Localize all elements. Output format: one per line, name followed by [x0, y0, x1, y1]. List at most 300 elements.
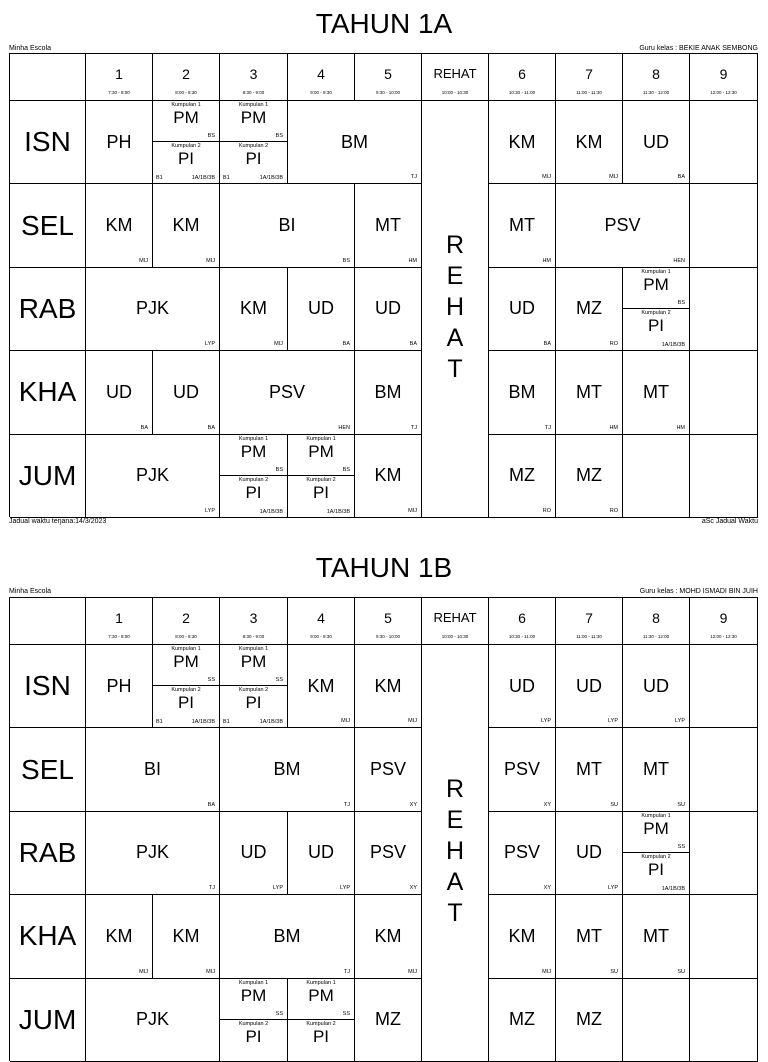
subject-code: PI	[312, 1026, 330, 1046]
teacher-code: SS	[342, 1010, 350, 1017]
teacher-code: MIJ	[542, 174, 551, 181]
day-name: RAB	[18, 836, 77, 868]
teacher-code: MIJ	[408, 718, 417, 725]
teacher-code: TJ	[208, 885, 215, 892]
teacher-code: MIJ	[206, 968, 215, 975]
period-header	[220, 54, 288, 101]
period-time: 12:00 - 12:30	[710, 90, 737, 95]
corner-cell	[10, 598, 86, 645]
period-header	[623, 598, 690, 645]
lesson-cell[interactable]	[623, 812, 690, 895]
lesson-cell[interactable]	[489, 101, 556, 184]
period-number: 8	[652, 610, 660, 626]
teacher-code: MIJ	[274, 341, 283, 348]
break-vertical-text	[422, 774, 488, 929]
teacher-code: MIJ	[206, 257, 215, 264]
period-number: 9	[719, 66, 728, 82]
lesson-cell[interactable]	[690, 435, 758, 518]
day-name: SEL	[21, 753, 74, 785]
subject-code: PM	[173, 652, 199, 671]
subject-code: UD	[308, 842, 334, 863]
lesson-cell[interactable]	[556, 435, 623, 518]
day-name: ISN	[24, 670, 71, 702]
subject-code: KM	[374, 675, 402, 696]
lesson-cell[interactable]	[355, 351, 422, 434]
lesson-cell[interactable]	[556, 184, 690, 267]
group-label: Kumpulan 2	[306, 476, 336, 483]
lesson-cell[interactable]	[288, 979, 355, 1062]
teacher-code: SU	[610, 801, 618, 808]
lesson-cell[interactable]	[355, 895, 422, 978]
subject-code: KM	[307, 675, 335, 696]
subject-code	[623, 979, 689, 1061]
period-time: 10:30 - 11:00	[508, 90, 536, 95]
subject-code	[690, 979, 757, 1061]
group-lesson-bottom[interactable]	[220, 686, 287, 727]
lesson-cell[interactable]	[153, 351, 220, 434]
day-cell	[10, 728, 86, 811]
period-time: 10:30 - 11:00	[508, 634, 536, 639]
subject-code: PJK	[135, 298, 169, 319]
lesson-cell[interactable]	[690, 351, 758, 434]
subject-code: KM	[508, 925, 536, 946]
subject-code: PM	[308, 441, 334, 461]
subject-code: UD	[375, 298, 401, 319]
day-cell	[10, 268, 86, 351]
group-lesson-top[interactable]	[220, 979, 287, 1020]
lesson-cell[interactable]	[556, 645, 623, 728]
teacher-code: LYP	[608, 718, 618, 725]
lesson-cell[interactable]	[489, 435, 556, 518]
lesson-cell[interactable]	[690, 101, 758, 184]
group-lesson-bottom[interactable]	[220, 1020, 287, 1061]
lesson-cell[interactable]	[690, 979, 758, 1062]
group-lesson-top[interactable]	[623, 268, 689, 309]
teacher-code: BA	[677, 174, 685, 181]
period-number: 2	[182, 610, 190, 626]
group-label: Kumpulan 1	[238, 102, 269, 108]
group-label: Kumpulan 1	[641, 812, 671, 819]
period-time: 7:30 - 8:00	[108, 634, 130, 639]
subject-code: PI	[245, 693, 262, 713]
teacher-code: 1A/1B/3B	[259, 508, 283, 515]
group-lesson-bottom[interactable]	[153, 142, 219, 183]
day-name: KHA	[18, 920, 77, 952]
lesson-cell[interactable]	[489, 895, 556, 978]
teacher-code: BA	[207, 801, 215, 808]
break-letter: H	[445, 293, 465, 322]
lesson-cell[interactable]	[355, 812, 422, 895]
lesson-cell[interactable]	[153, 645, 220, 728]
lesson-cell[interactable]	[220, 435, 288, 518]
lesson-cell[interactable]	[86, 351, 153, 434]
break-letter: A	[446, 868, 464, 897]
teacher-code: XY	[543, 801, 551, 808]
subject-code: PM	[173, 108, 199, 127]
lesson-cell[interactable]	[489, 268, 556, 351]
period-number: 3	[249, 610, 258, 626]
lesson-cell[interactable]	[153, 184, 220, 267]
lesson-cell[interactable]	[86, 728, 220, 811]
subject-code: PI	[245, 482, 262, 502]
teacher-code: LYP	[205, 341, 215, 348]
teacher-code: 1A/1B/3B	[326, 508, 350, 515]
lesson-cell[interactable]	[86, 812, 220, 895]
lesson-cell[interactable]	[220, 351, 355, 434]
day-name: JUM	[18, 459, 77, 491]
period-header	[489, 54, 556, 101]
lesson-cell[interactable]	[489, 645, 556, 728]
subject-code: PM	[240, 108, 267, 127]
teacher-code: LYP	[340, 885, 350, 892]
teacher-code: SS	[207, 677, 215, 684]
break-letter: E	[446, 806, 464, 835]
teacher-code: HM	[408, 257, 417, 264]
group-lesson-bottom[interactable]	[623, 309, 689, 350]
group-label: Kumpulan 2	[238, 143, 269, 150]
group-lesson-bottom[interactable]	[220, 476, 287, 517]
subject-code	[690, 351, 757, 433]
lesson-cell[interactable]	[288, 268, 355, 351]
lesson-cell[interactable]	[690, 645, 758, 728]
timetable-grid	[9, 53, 758, 517]
group-lesson-top[interactable]	[153, 645, 219, 686]
lesson-cell[interactable]	[623, 351, 690, 434]
period-header	[355, 54, 422, 101]
lesson-cell[interactable]	[623, 728, 690, 811]
teacher-code: SS	[677, 843, 685, 850]
room-code: B1	[156, 175, 163, 182]
lesson-cell[interactable]	[489, 351, 556, 434]
teacher-code: LYP	[541, 718, 551, 725]
subject-code: PM	[308, 985, 334, 1005]
subject-code: KM	[105, 215, 133, 236]
subject-code	[690, 895, 757, 977]
subject-code: KM	[172, 925, 200, 946]
subject-code: UD	[240, 842, 267, 863]
teacher-code: MIJ	[341, 718, 350, 725]
period-header	[153, 54, 220, 101]
period-time: 7:30 - 8:00	[108, 90, 130, 95]
teacher-code: BS	[342, 257, 350, 264]
period-time: 9:30 - 10:00	[375, 90, 401, 95]
lesson-cell[interactable]	[690, 812, 758, 895]
group-label: Kumpulan 2	[238, 1020, 269, 1027]
subject-code: KM	[575, 131, 603, 152]
period-time: 9:00 - 9:30	[310, 90, 332, 95]
lesson-cell[interactable]	[623, 645, 690, 728]
subject-code: BM	[341, 131, 368, 152]
teacher-code: BA	[409, 341, 417, 348]
lesson-cell[interactable]	[220, 812, 288, 895]
subject-code: PH	[106, 675, 132, 696]
teacher-code: LYP	[205, 507, 215, 514]
lesson-cell[interactable]	[556, 268, 623, 351]
period-header	[623, 54, 690, 101]
lesson-cell[interactable]	[355, 645, 422, 728]
day-name: SEL	[21, 209, 74, 241]
teacher-code: TJ	[544, 424, 551, 431]
lesson-cell[interactable]	[489, 184, 556, 267]
group-lesson-bottom[interactable]	[220, 142, 287, 183]
period-time: 11:00 - 11:30	[576, 90, 602, 95]
lesson-cell[interactable]	[220, 184, 355, 267]
subject-code: PSV	[268, 381, 306, 402]
subject-code: PSV	[503, 759, 541, 780]
lesson-cell[interactable]	[355, 728, 422, 811]
group-lesson-top[interactable]	[288, 979, 354, 1020]
period-time: 11:30 - 12:00	[642, 90, 670, 95]
group-label: Kumpulan 1	[238, 979, 269, 986]
break-time: 10:00 - 10:30	[441, 634, 469, 639]
lesson-cell[interactable]	[489, 812, 556, 895]
lesson-cell[interactable]	[86, 645, 153, 728]
group-lesson-bottom[interactable]	[288, 1020, 354, 1061]
period-number: 5	[384, 66, 392, 82]
generated-date: Jadual waktu terjana:14/3/2023	[9, 518, 107, 525]
group-label: Kumpulan 1	[306, 979, 336, 986]
teacher-code: BA	[543, 341, 551, 348]
subject-code: MT	[643, 759, 669, 780]
period-time: 11:00 - 11:30	[576, 634, 602, 639]
teacher-code: SU	[677, 801, 685, 808]
group-label: Kumpulan 1	[238, 435, 269, 442]
teacher-code: LYP	[675, 718, 685, 725]
group-lesson-top[interactable]	[623, 812, 689, 853]
break-letter: T	[447, 899, 463, 928]
teacher-code: BA	[342, 341, 350, 348]
teacher-code: RO	[542, 507, 551, 514]
lesson-cell[interactable]	[690, 184, 758, 267]
teacher-code: 1A/1B/3B	[661, 342, 685, 349]
lesson-cell[interactable]	[220, 728, 355, 811]
teacher-code: LYP	[273, 885, 283, 892]
lesson-cell[interactable]	[86, 101, 153, 184]
subject-code	[690, 645, 757, 727]
lesson-cell[interactable]	[623, 101, 690, 184]
period-header	[288, 54, 355, 101]
teacher-code: BS	[275, 133, 283, 140]
lesson-cell[interactable]	[220, 979, 288, 1062]
period-number: 4	[317, 66, 325, 82]
lesson-cell[interactable]	[288, 435, 355, 518]
subject-code	[690, 184, 757, 266]
lesson-cell[interactable]	[556, 728, 623, 811]
lesson-cell[interactable]	[220, 101, 288, 184]
lesson-cell[interactable]	[623, 268, 690, 351]
group-label: Kumpulan 2	[238, 687, 269, 694]
lesson-cell[interactable]	[690, 895, 758, 978]
subject-code: BI	[143, 759, 161, 780]
period-time: 12:00 - 12:30	[710, 634, 737, 639]
lesson-cell[interactable]	[489, 979, 556, 1062]
teacher-code: MIJ	[139, 257, 148, 264]
period-number: 5	[384, 610, 392, 626]
break-letter: A	[446, 324, 464, 353]
group-lesson-bottom[interactable]	[623, 853, 689, 894]
subject-code: UD	[576, 842, 602, 863]
lesson-cell[interactable]	[86, 979, 220, 1062]
subject-code: BM	[508, 381, 536, 402]
group-label: Kumpulan 2	[171, 687, 201, 694]
subject-code: PSV	[369, 759, 407, 780]
period-header	[86, 598, 153, 645]
group-label: Kumpulan 1	[641, 268, 671, 275]
lesson-cell[interactable]	[355, 268, 422, 351]
subject-code: BI	[278, 215, 296, 236]
group-lesson-top[interactable]	[220, 645, 287, 686]
room-code: B1	[223, 719, 230, 726]
lesson-cell[interactable]	[355, 979, 422, 1062]
subject-code: UD	[576, 675, 602, 696]
lesson-cell[interactable]	[355, 184, 422, 267]
subject-code	[690, 435, 757, 517]
period-header	[489, 598, 556, 645]
subject-code: MT	[576, 759, 602, 780]
period-header	[556, 598, 623, 645]
subject-code: KM	[172, 215, 200, 236]
break-header	[422, 54, 489, 101]
lesson-cell[interactable]	[623, 979, 690, 1062]
subject-code: MZ	[375, 1009, 401, 1030]
subject-code: PI	[647, 860, 665, 879]
lesson-cell[interactable]	[220, 268, 288, 351]
subject-code	[690, 268, 757, 350]
group-label: Kumpulan 1	[306, 435, 336, 442]
group-lesson-top[interactable]	[220, 435, 287, 476]
lesson-cell[interactable]	[556, 895, 623, 978]
subject-code: UD	[308, 298, 334, 319]
subject-code: MZ	[576, 298, 602, 319]
subject-code: PSV	[503, 842, 541, 863]
period-number: 6	[518, 610, 526, 626]
subject-code: BM	[374, 381, 402, 402]
room-code: B1	[223, 175, 230, 182]
day-cell	[10, 645, 86, 728]
lesson-cell[interactable]	[690, 268, 758, 351]
subject-code: UD	[509, 298, 535, 319]
subject-code: KM	[240, 298, 267, 319]
lesson-cell[interactable]	[288, 645, 355, 728]
teacher-code: BA	[140, 424, 148, 431]
period-header	[288, 598, 355, 645]
subject-code: UD	[106, 381, 132, 402]
break-letter: T	[447, 355, 463, 384]
lesson-cell[interactable]	[556, 979, 623, 1062]
group-label: Kumpulan 1	[238, 646, 269, 652]
lesson-cell[interactable]	[556, 812, 623, 895]
subject-code: BM	[273, 759, 301, 780]
teacher-code: RO	[609, 507, 618, 514]
teacher-code: LYP	[608, 885, 618, 892]
timetable-title: TAHUN 1B	[315, 552, 453, 583]
lesson-cell[interactable]	[86, 895, 153, 978]
teacher-code: BS	[275, 466, 283, 473]
group-lesson-top[interactable]	[288, 435, 354, 476]
subject-code: KM	[374, 925, 402, 946]
period-number: 8	[652, 66, 660, 82]
subject-code: UD	[509, 675, 535, 696]
subject-code: KM	[105, 925, 133, 946]
period-time: 9:30 - 10:00	[375, 634, 401, 639]
subject-code: KM	[374, 465, 402, 486]
group-label: Kumpulan 2	[171, 143, 201, 150]
subject-code: PJK	[135, 465, 169, 486]
group-lesson-top[interactable]	[153, 101, 219, 142]
subject-code: PM	[643, 818, 669, 838]
lesson-cell[interactable]	[86, 435, 220, 518]
subject-code: PH	[106, 131, 132, 152]
period-time: 8:30 - 9:00	[242, 90, 265, 95]
subject-code	[690, 101, 757, 183]
lesson-cell[interactable]	[355, 435, 422, 518]
teacher-code: BS	[677, 299, 685, 306]
lesson-cell[interactable]	[86, 268, 220, 351]
lesson-cell[interactable]	[690, 728, 758, 811]
day-cell	[10, 979, 86, 1062]
subject-code	[690, 728, 757, 810]
lesson-cell[interactable]	[288, 101, 422, 184]
teacher-code: MIJ	[609, 174, 618, 181]
break-column	[422, 645, 489, 1062]
day-cell	[10, 101, 86, 184]
teacher-code: XY	[409, 801, 417, 808]
subject-code: MT	[375, 215, 401, 236]
teacher-code: SU	[610, 968, 618, 975]
period-header	[86, 54, 153, 101]
lesson-cell[interactable]	[556, 101, 623, 184]
group-lesson-top[interactable]	[220, 101, 287, 142]
group-lesson-bottom[interactable]	[153, 686, 219, 727]
room-code: B1	[156, 719, 163, 726]
break-letter: R	[445, 231, 465, 260]
teacher-code: BA	[207, 424, 215, 431]
group-label: Kumpulan 2	[641, 310, 671, 316]
subject-code: PI	[177, 693, 195, 713]
teacher-code: TJ	[343, 968, 350, 975]
generator-credit: aSc Jadual Waktu	[701, 518, 758, 525]
teacher-code: 1A/1B/3B	[661, 886, 685, 893]
lesson-cell[interactable]	[489, 728, 556, 811]
lesson-cell[interactable]	[288, 812, 355, 895]
lesson-cell[interactable]	[623, 435, 690, 518]
period-time: 8:00 - 8:30	[175, 634, 197, 639]
subject-code: MZ	[509, 465, 535, 486]
break-label: REHAT	[433, 66, 477, 81]
break-column	[422, 101, 489, 518]
subject-code: MZ	[576, 465, 602, 486]
break-label: REHAT	[433, 610, 477, 625]
subject-code: MT	[643, 925, 669, 946]
group-label: Kumpulan 2	[306, 1020, 336, 1027]
lesson-cell[interactable]	[153, 895, 220, 978]
group-lesson-bottom[interactable]	[288, 476, 354, 517]
timetable-grid	[9, 597, 758, 1061]
lesson-cell[interactable]	[220, 645, 288, 728]
lesson-cell[interactable]	[153, 101, 220, 184]
teacher-code: HM	[676, 424, 685, 431]
class-teacher: Guru kelas : BEKIE ANAK SEMBONG	[639, 45, 758, 52]
period-number: 9	[719, 610, 728, 626]
lesson-cell[interactable]	[86, 184, 153, 267]
day-name: JUM	[18, 1003, 77, 1035]
subject-code: MT	[576, 381, 602, 402]
lesson-cell[interactable]	[220, 895, 355, 978]
teacher-code: TJ	[410, 174, 417, 181]
lesson-cell[interactable]	[623, 895, 690, 978]
break-time: 10:00 - 10:30	[441, 90, 469, 95]
lesson-cell[interactable]	[556, 351, 623, 434]
